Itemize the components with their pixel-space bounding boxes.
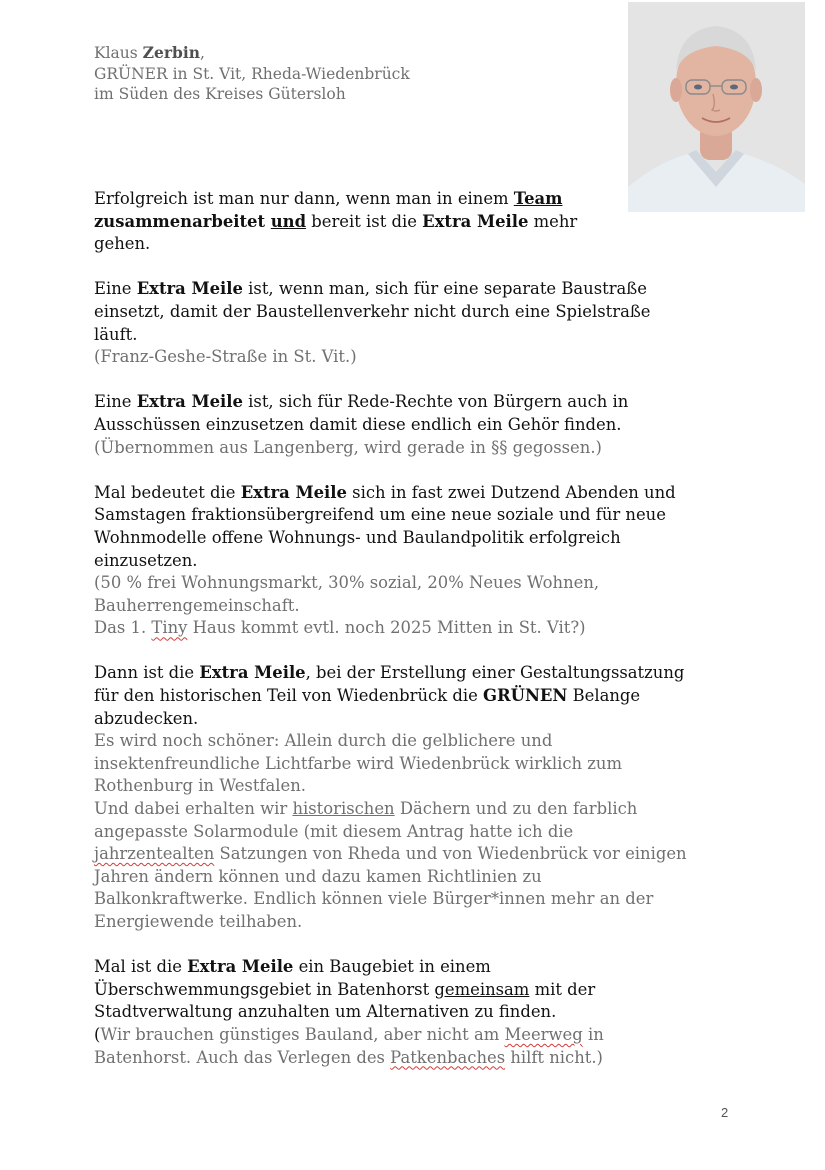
- spellcheck-word: jahrzentealten: [94, 844, 215, 864]
- author-name-line: Klaus Zerbin,: [94, 43, 205, 62]
- extra-meile-term: Extra Meile: [187, 957, 294, 977]
- gruenen-term: GRÜNEN: [483, 686, 568, 706]
- note-text: Bauherrengemeinschaft.: [94, 595, 300, 615]
- spellcheck-word: Tiny: [151, 618, 188, 638]
- author-role-line: GRÜNER in St. Vit, Rheda-Wiedenbrück: [94, 64, 410, 83]
- paragraph-baugebiet: Mal ist die Extra Meile ein Baugebiet in einem Überschwemmungsgebiet in Batenhorst gemeinsam mit der Stadtverwaltung anzuhalten um Alternativen zu finden. (Wir brauchen günstiges Bauland, aber nicht am Meerweg in Batenhorst. Auch das Verlegen des Patkenbaches hilft nicht.): [94, 957, 604, 1067]
- paragraph-baustrasse: Eine Extra Meile ist, wenn man, sich für eine separate Baustraße einsetzt, damit der Baustellenverkehr nicht durch eine Spielstraße läuft. (Franz-Geshe-Straße in St. Vit.): [94, 278, 744, 368]
- paragraph-wohnungspolitik: Mal bedeutet die Extra Meile sich in fast zwei Dutzend Abenden und Samstagen fraktionsübergreifend um eine neue soziale und für neue Wohnmodelle offene Wohnungs- und Baulandpolitik erfolgreich einzusetzen. (50 % frei Wohnungsmarkt, 30% sozial, 20% Neues Wohnen, Bauherrengemeinschaft. Das 1. Tiny Haus kommt evtl. noch 2025 Mitten in St. Vit?): [94, 482, 744, 640]
- extra-meile-term: Extra Meile: [136, 279, 243, 299]
- note-text: (Franz-Geshe-Straße in St. Vit.): [94, 347, 357, 367]
- spellcheck-word: Meerweg: [504, 1024, 583, 1044]
- author-surname: Zerbin: [142, 43, 200, 62]
- note-text: Das 1. Tiny Haus kommt evtl. noch 2025 Mitten in St. Vit?): [94, 618, 586, 638]
- extra-meile-term: Extra Meile: [422, 211, 529, 231]
- extra-meile-term: Extra Meile: [136, 392, 243, 412]
- portrait-photo-icon: [628, 2, 805, 212]
- team-term: Team: [513, 189, 563, 208]
- paragraph-gestaltungssatzung: Dann ist die Extra Meile, bei der Erstellung einer Gestaltungssatzung für den historischen Teil von Wiedenbrück die GRÜNEN Belange abzudecken. Es wird noch schöner: Allein durch die gelblichere und insektenfreundliche Lichtfarbe wird Wiedenbrück wirklich zum Rothenburg in Westfalen. Und dabei erhalten wir historischen Dächern und zu den farblich angepasste Solarmodule (mit diesem Antrag hatte ich die jahrzentealten Satzungen von Rheda und von Wiedenbrück vor einigen Jahren ändern können und dazu kamen Richtlinien zu Balkonkraftwerke. Endlich können viele Bürger*innen mehr an der Energiewende teilhaben.: [94, 663, 687, 931]
- document-body: [94, 188, 744, 1092]
- spellcheck-word: Patkenbaches: [390, 1047, 506, 1067]
- note-text: (Übernommen aus Langenberg, wird gerade in §§ gegossen.): [94, 437, 602, 457]
- historischen-term: historischen: [292, 799, 395, 819]
- paragraph-rederechte: Eine Extra Meile ist, sich für Rede-Rechte von Bürgern auch in Ausschüssen einzusetzen damit diese endlich ein Gehör finden. (Übernommen aus Langenberg, wird gerade in §§ gegossen.): [94, 391, 744, 459]
- author-region-line: im Süden des Kreises Gütersloh: [94, 85, 346, 103]
- gemeinsam-term: gemeinsam: [434, 979, 530, 999]
- extra-meile-term: Extra Meile: [240, 482, 347, 502]
- und-term: und: [270, 211, 307, 231]
- note-text: (50 % frei Wohnungsmarkt, 30% sozial, 20% Neues Wohnen,: [94, 573, 600, 593]
- portrait-photo: [628, 2, 805, 212]
- extra-meile-term: Extra Meile: [199, 663, 306, 683]
- paragraph-team: Erfolgreich ist man nur dann, wenn man in einem Team zusammenarbeitet und bereit ist die Extra Meile mehr gehen.: [94, 189, 578, 254]
- page-number: 2: [721, 1105, 729, 1120]
- author-header: [94, 43, 410, 105]
